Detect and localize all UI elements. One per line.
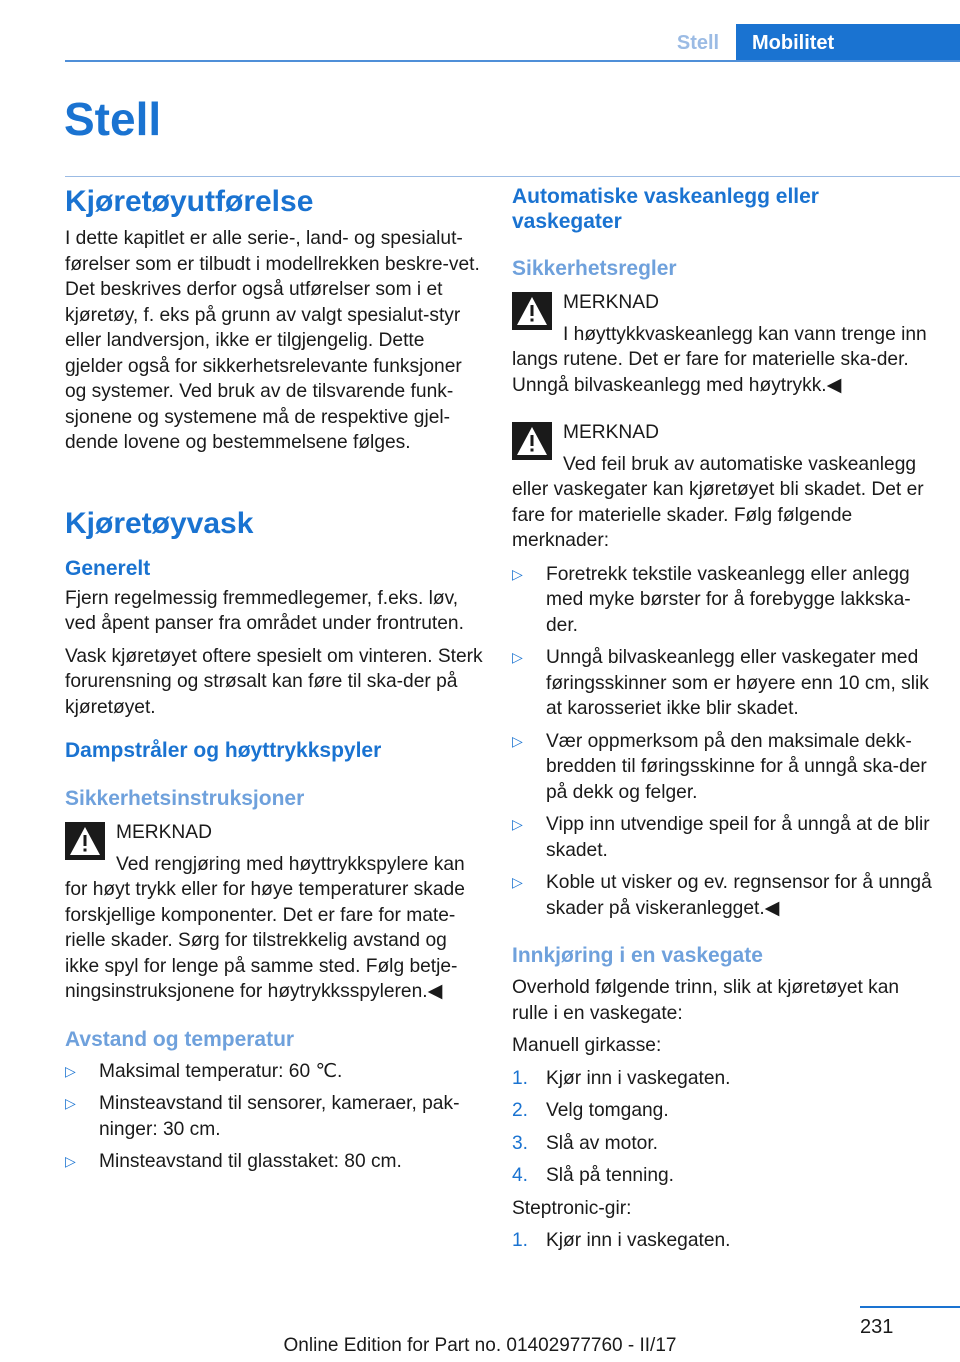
header-rule [65,60,960,62]
list-item [512,1131,932,1157]
list-item: ▷ Koble ut visker og ev. regnsensor for å unngå skader på viskeranlegget.◀ [512,870,932,921]
step-number: 2. [512,1100,529,1121]
step-text: Velg tomgang. [546,1100,669,1121]
list-item: ▷ Vær oppmerksom på den maksimale dekk-bredden til føringsskinne for å unngå ska-der på dekk og felger. [512,729,932,806]
tab-mobilitet[interactable]: Mobilitet [736,24,960,62]
heading-vehicle-version: Kjøretøyutførelse [65,185,314,218]
warning-note-1 [512,288,932,398]
heading-safety-instructions: Sikkerhetsinstruksjoner [65,787,305,810]
note-title: MERKNAD [116,822,212,843]
left-column [65,184,483,1182]
heading-steam-jet: Dampstråler og høyttrykkspyler [65,739,382,762]
note-text: I høyttykkvaskeanlegg kan vann trenge inn langs rutene. Det er fare for materielle ska-der. Unngå bilvaskeanlegg med høytrykk.◀ [512,323,927,396]
note-text: Ved feil bruk av automatiske vaskeanlegg eller vaskegater kan kjøretøyet bli skadet. Det er fare for materielle skader. Følg følgende merknader: [512,453,924,551]
warning-icon [65,822,105,860]
wash-list [512,562,932,922]
list-item: ▷ Maksimal temperatur: 60 ℃. [65,1059,483,1085]
step-number: 4. [512,1165,529,1186]
warning-note [65,818,483,1005]
steptronic-steps [512,1228,932,1254]
warning-icon [512,292,552,330]
title-rule [65,176,960,177]
paragraph-general-2: Vask kjøretøyet oftere spesielt om vinteren. Sterk forurensning og strøsalt kan føre til ska-der på kjøretøyet. [65,645,483,718]
paragraph-manual: Manuell girkasse: [512,1035,662,1056]
heading-vehicle-wash: Kjøretøyvask [65,506,254,540]
right-column [512,184,932,1261]
tab-stell[interactable]: Stell [676,32,720,54]
step-text: Kjør inn i vaskegaten. [546,1067,731,1089]
list-item: ▷ Minsteavstand til sensorer, kameraer, pak-ninger: 30 cm. [65,1091,483,1142]
heading-entry-wash: Innkjøring i en vaskegate [512,944,763,967]
footer-rule [860,1306,960,1308]
list-item: ▷ Foretrekk tekstile vaskeanlegg eller anlegg med myke børster for å forebygge lakkska-der. [512,562,932,639]
heading-distance-temperature: Avstand og temperatur [65,1027,295,1051]
warning-icon [512,422,552,460]
note-title: MERKNAD [563,422,659,443]
list-item [512,1066,932,1092]
page-title: Stell [64,93,162,145]
footer-edition: Online Edition for Part no. 01402977760 - II/17 [283,1335,677,1356]
paragraph-entry: Overhold følgende trinn, slik at kjøretøyet kan rulle i en vaskegate: [512,977,900,1024]
step-text: Kjør inn i vaskegaten. [546,1230,731,1251]
step-text: Slå på tenning. [546,1165,675,1186]
list-item: ▷ Unngå bilvaskeanlegg eller vaskegater med føringsskinner som er høyere enn 10 cm, slik at karosseriet ikke blir skadet. [512,645,932,722]
paragraph-steptronic: Steptronic-gir: [512,1197,632,1219]
note-title: MERKNAD [563,292,659,313]
manual-steps [512,1066,932,1189]
heading-safety-rules: Sikkerhetsregler [512,257,677,280]
distance-list [65,1059,483,1175]
warning-note-2 [512,418,932,554]
paragraph-vehicle-version: I dette kapitlet er alle serie-, land- og spesialut-førelser som er tilbudt i modellrekken beskre-vet. Det beskrives derfor også utførelser som i et kjøretøy, f. eks på grunn av valgt spesialut-styr eller landversjon, ikke er tilgjengelig. Dette gjelder også for sikkerhetsrelevante funksjoner og systemer. Ved bruk av de tilsvarende funk-sjonene og systemene må de respektive gjel-dende lovene og bestemmelsene følges. [65,228,480,453]
step-number: 3. [512,1132,529,1154]
note-text: Ved rengjøring med høyttrykkspylere kan for høyt trykk eller for høye temperaturer skade forskjellige komponenter. Det er fare for mate-rielle skader. Sørg for tilstrekkelig avstand og ikke spyl for lenge på samme sted. Følg betje-ningsinstruksjonene for høytrykksspyleren.◀ [65,853,465,1002]
list-item [512,1163,932,1189]
page-number: 231 [860,1316,894,1338]
step-number: 1. [512,1230,529,1251]
list-item: ▷ Vipp inn utvendige speil for å unngå at de blir skadet. [512,812,932,863]
list-item [512,1098,932,1124]
list-item [512,1228,932,1254]
heading-automatic-wash: Automatiske vaskeanlegg eller vaskegater [512,185,819,233]
paragraph-general-1: Fjern regelmessig fremmedlegemer, f.eks. løv, ved åpent panser fra området under frontruten. [65,587,464,634]
step-number: 1. [512,1067,529,1089]
heading-general: Generelt [65,556,151,580]
list-item: ▷ Minsteavstand til glasstaket: 80 cm. [65,1149,483,1175]
step-text: Slå av motor. [546,1132,658,1154]
